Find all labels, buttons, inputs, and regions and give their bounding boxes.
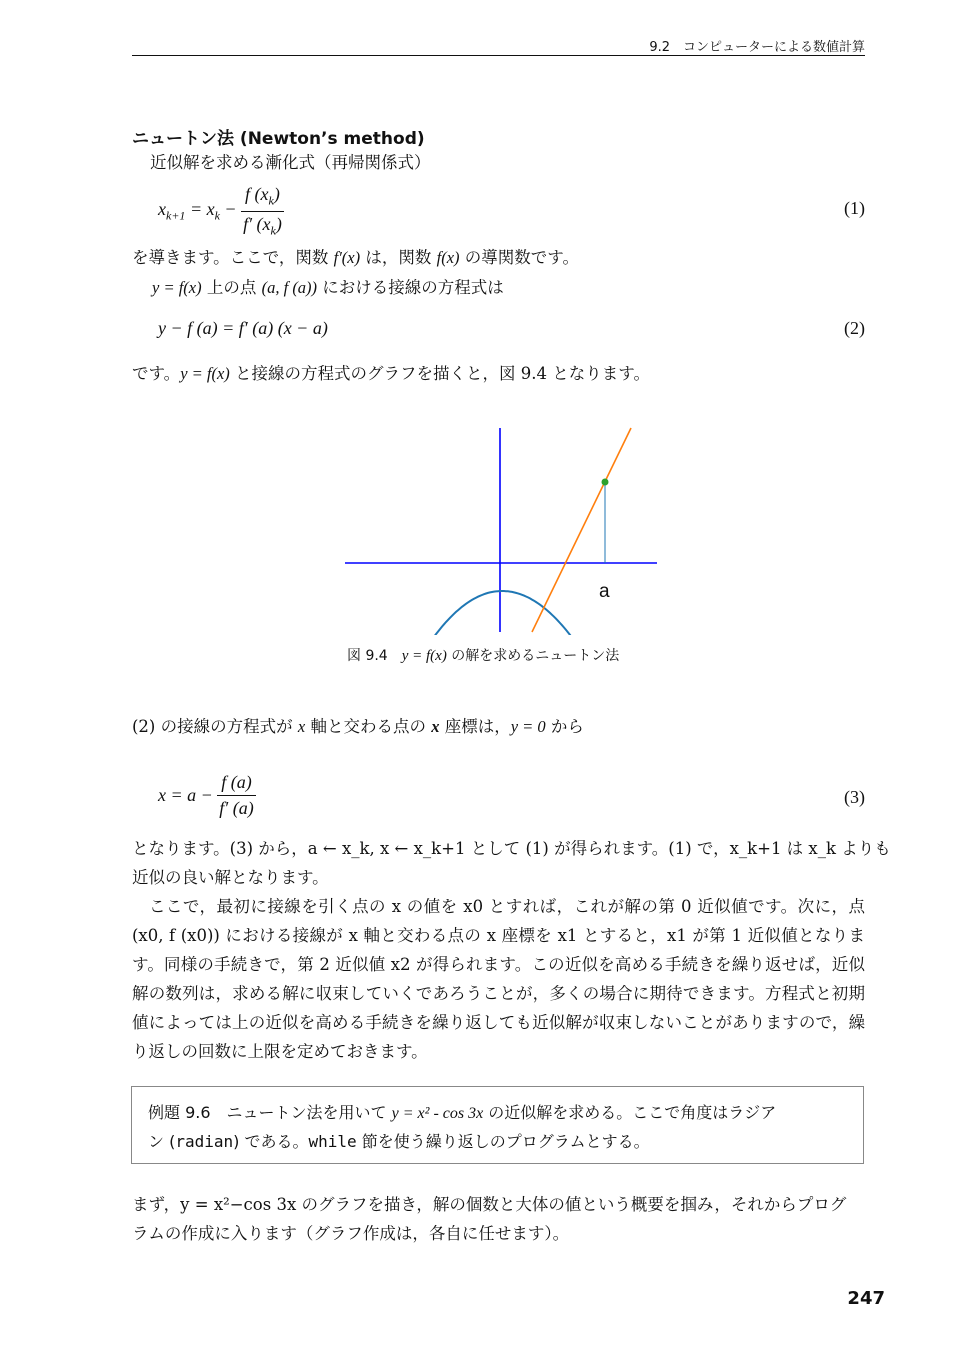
eq1-denominator: f′ (x	[243, 213, 271, 234]
example-line-1	[148, 1099, 847, 1128]
fprime-x: f′(x)	[333, 248, 361, 267]
eq1-numerator: f (x	[245, 184, 269, 204]
example-line-2	[148, 1128, 847, 1156]
header-rule	[132, 55, 865, 56]
eq1-numerator-sub: k	[268, 193, 274, 208]
eq1-lhs: x	[158, 198, 166, 219]
equation-3-number: (3)	[844, 787, 865, 807]
body-paragraph-3: ここで，最初に接線を引く点の x の値を x0 とすれば，これが解の第 0 近似値です。次に，点 (x0, f (x0)) における接線が x 軸と交わる点の x 座標を x1 とすると，x1 が第 1 近似値となります。同様の手続きで，第 2 近似値 x2 が得られます。この近似を高める手続きを繰り返せば，近似解の数列は，求める解に収束していくであろうことが，多くの場合に期待できます。方程式と初期値によっては上の近似を高める手続きを繰り返しても近似解が収束しないことがありますので，繰り返しの回数に上限を定めておきます。	[132, 897, 865, 1061]
example-label: 例題 9.6	[148, 1103, 211, 1122]
eq1-mid: = x	[185, 198, 215, 219]
p1-c: 座標は，	[439, 717, 511, 736]
example-equation: y = x² - cos 3x	[391, 1105, 484, 1122]
intro-line-4-prefix: です。	[132, 364, 181, 383]
intro-line-2-prefix: を導きます。ここで，関数	[132, 248, 334, 267]
body-paragraph-2-line-2: 近似の良い解となります。	[132, 868, 329, 887]
p1-x: x	[297, 717, 306, 736]
p1-a: (2) の接線の方程式が	[132, 717, 298, 736]
eq1-denominator-sub: k	[270, 223, 276, 238]
intro-line-3-mid: 上の点	[201, 278, 262, 297]
f-x: f(x)	[436, 248, 460, 267]
closing-line-1: まず，y = x²−cos 3x のグラフを描き，解の個数と大体の値という概要を掴み，それからプログ	[132, 1195, 847, 1214]
closing-line-2: ラムの作成に入ります（グラフ作成は，各自に任せます）。	[132, 1224, 570, 1243]
eq3-fraction	[217, 772, 255, 819]
p1-x-bold: x	[431, 717, 440, 736]
caption-suffix: の解を求めるニュートン法	[446, 648, 620, 664]
tangent-point: (a, f (a))	[261, 278, 318, 297]
p1-b: 軸と交わる点の	[305, 717, 432, 736]
example-text-a: ニュートン法を用いて	[210, 1103, 392, 1122]
example-box	[131, 1086, 864, 1164]
eq1-fraction	[241, 184, 284, 238]
while-code: while	[308, 1132, 357, 1151]
example-text-e: 節を使う繰り返しのプログラムとする。	[356, 1132, 650, 1151]
radian-code: radian	[175, 1132, 234, 1151]
p1-d: から	[545, 717, 584, 736]
example-text-c: ン (	[148, 1132, 176, 1151]
p1-y-zero: y = 0	[510, 717, 546, 736]
y-equals-fx-2: y = f(x)	[180, 364, 230, 383]
intro-line-3-suffix: における接線の方程式は	[317, 278, 504, 297]
equation-2-number: (2)	[844, 318, 865, 338]
tangent-line	[532, 428, 631, 632]
figure-caption	[347, 645, 619, 665]
eq3-denominator: f′ (a)	[219, 798, 254, 818]
caption-prefix: 図 9.4	[347, 648, 402, 664]
page-number: 247	[847, 1288, 885, 1309]
eq1-denominator-close: )	[275, 213, 282, 234]
intro-line-4	[132, 359, 650, 388]
intro-line-2	[132, 243, 579, 272]
body-paragraph-1	[132, 712, 584, 741]
intro-line-1: 近似解を求める漸化式（再帰関係式）	[150, 153, 431, 172]
eq3-numerator: f (a)	[217, 772, 255, 796]
intro-line-2-mid: は，関数	[360, 248, 437, 267]
eq3-lhs: x = a −	[158, 785, 218, 805]
equation-3	[158, 772, 256, 819]
equation-2: y − f (a) = f′ (a) (x − a)	[158, 318, 328, 338]
newton-method-figure	[340, 420, 660, 635]
intro-line-3	[152, 273, 504, 302]
eq1-minus: −	[219, 198, 242, 219]
body-paragraph-2: となります。(3) から，a ← x_k, x ← x_k+1 として (1) が得られます。(1) で，x_k+1 は x_k よりも	[132, 839, 891, 858]
running-header: 9.2 コンピューターによる数値計算	[649, 40, 865, 55]
equation-1	[158, 184, 284, 238]
equation-1-number: (1)	[844, 198, 865, 218]
eq1-numerator-close: )	[273, 184, 280, 204]
example-text-b: の近似解を求める。ここで角度はラジア	[483, 1103, 777, 1122]
intro-line-4-suffix: と接線の方程式のグラフを描くと，図 9.4 となります。	[229, 364, 650, 383]
example-text-d: ) である。	[233, 1132, 309, 1151]
caption-equation: y = f(x)	[401, 648, 447, 664]
y-equals-fx: y = f(x)	[152, 278, 202, 297]
tangent-point-marker	[602, 479, 609, 486]
parabola-curve	[370, 591, 632, 635]
point-a-label: a	[599, 581, 610, 602]
eq1-lhs-sub: k+1	[166, 208, 186, 223]
section-heading: ニュートン法 (Newton’s method)	[132, 129, 425, 149]
intro-line-2-suffix: の導関数です。	[459, 248, 579, 267]
eq1-mid-sub: k	[214, 208, 220, 223]
